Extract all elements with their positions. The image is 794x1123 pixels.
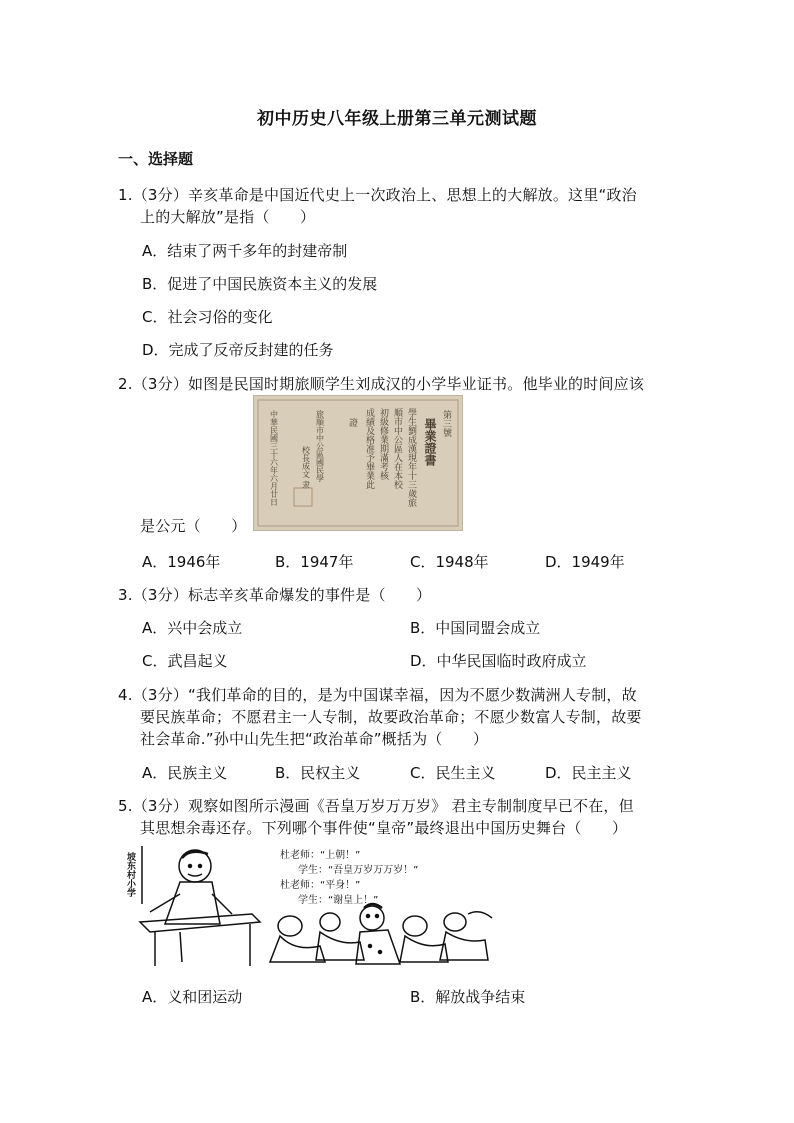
question-4-option-d[interactable]: D．民主主义 xyxy=(545,764,632,782)
certificate-text-col7: 證 xyxy=(347,418,357,427)
cartoon-dialogue-1: 杜老师：“上朝！” xyxy=(280,850,361,861)
question-3-option-c[interactable]: C．武昌起义 xyxy=(142,652,228,670)
question-1-stem-line2: 上的大解放”是指（ ） xyxy=(140,208,316,226)
question-4-stem-line1: 4.（3分）“我们革命的目的，是为中国谋幸福，因为不愿少数满洲人专制，故 xyxy=(118,686,637,704)
question-4-stem-line2: 要民族革命；不愿君主一人专制，故要政治革命；不愿少数富人专制，故要 xyxy=(140,708,642,726)
certificate-number: 第三號 xyxy=(441,410,451,437)
question-2-option-c[interactable]: C．1948年 xyxy=(410,553,489,571)
question-2-stem-line2: 是公元（ ） xyxy=(140,517,247,535)
question-5-stem-line1: 5.（3分）观察如图所示漫画《吾皇万岁万万岁》 君主专制制度早已不在，但 xyxy=(118,797,634,815)
question-3-option-b[interactable]: B．中国同盟会成立 xyxy=(410,619,541,637)
page-title: 初中历史八年级上册第三单元测试题 xyxy=(257,109,537,129)
question-3-option-d[interactable]: D．中华民国临时政府成立 xyxy=(410,652,587,670)
certificate-school: 旅順市中公區國民學 xyxy=(315,410,325,482)
question-1-option-a[interactable]: A．结束了两千多年的封建帝制 xyxy=(142,242,348,260)
question-2-option-a[interactable]: A．1946年 xyxy=(142,553,221,571)
certificate-date: 中華民國三十六年六月廿日 xyxy=(269,410,279,506)
question-5-option-b[interactable]: B．解放战争结束 xyxy=(410,988,526,1006)
question-4-option-c[interactable]: C．民生主义 xyxy=(410,764,496,782)
cartoon-school-sign: 坡东村小学 xyxy=(125,852,135,897)
question-1-option-c[interactable]: C．社会习俗的变化 xyxy=(142,308,273,326)
section-heading: 一、选择题 xyxy=(118,150,194,168)
question-1-option-d[interactable]: D．完成了反帝反封建的任务 xyxy=(142,341,334,359)
question-4-option-b[interactable]: B．民权主义 xyxy=(275,764,361,782)
question-4-option-a[interactable]: A．民族主义 xyxy=(142,764,228,782)
question-5-option-a[interactable]: A．义和团运动 xyxy=(142,988,243,1006)
cartoon-dialogue-2: 学生：“吾皇万岁万万岁！” xyxy=(298,865,419,876)
question-2-option-d[interactable]: D．1949年 xyxy=(545,553,625,571)
certificate-text-col3: 學生劉成漢現年十三歲旅 xyxy=(406,408,416,507)
cartoon-long-live-emperor-image xyxy=(120,842,500,970)
certificate-principal: 校長成文 隶 xyxy=(301,446,311,489)
graduation-certificate-image xyxy=(253,395,463,531)
question-5-stem-line2: 其思想余毒还存。下列哪个事件使“皇帝”最终退出中国历史舞台（ ） xyxy=(140,819,628,837)
question-3-stem: 3.（3分）标志辛亥革命爆发的事件是（ ） xyxy=(118,586,432,604)
question-2-stem-line1: 2.（3分）如图是民国时期旅顺学生刘成汉的小学毕业证书。他毕业的时间应该 xyxy=(118,375,645,393)
question-1-option-b[interactable]: B．促进了中国民族资本主义的发展 xyxy=(142,275,378,293)
certificate-text-col5: 初級修業期滿考核 xyxy=(378,408,388,480)
cartoon-dialogue-4: 学生：“谢皇上！” xyxy=(298,895,379,906)
certificate-heading: 畢業證書 xyxy=(423,418,437,466)
question-4-stem-line3: 社会革命.”孙中山先生把“政治革命”概括为（ ） xyxy=(140,730,489,748)
cartoon-dialogue-3: 杜老师：“平身！” xyxy=(280,880,361,891)
question-1-stem-line1: 1.（3分）辛亥革命是中国近代史上一次政治上、思想上的大解放。这里“政治 xyxy=(118,186,637,204)
certificate-text-col6: 成績及格准予畢業此 xyxy=(364,408,374,489)
question-2-option-b[interactable]: B．1947年 xyxy=(275,553,354,571)
certificate-text-col4: 順市中公區人在本校 xyxy=(392,408,402,489)
question-3-option-a[interactable]: A．兴中会成立 xyxy=(142,619,243,637)
